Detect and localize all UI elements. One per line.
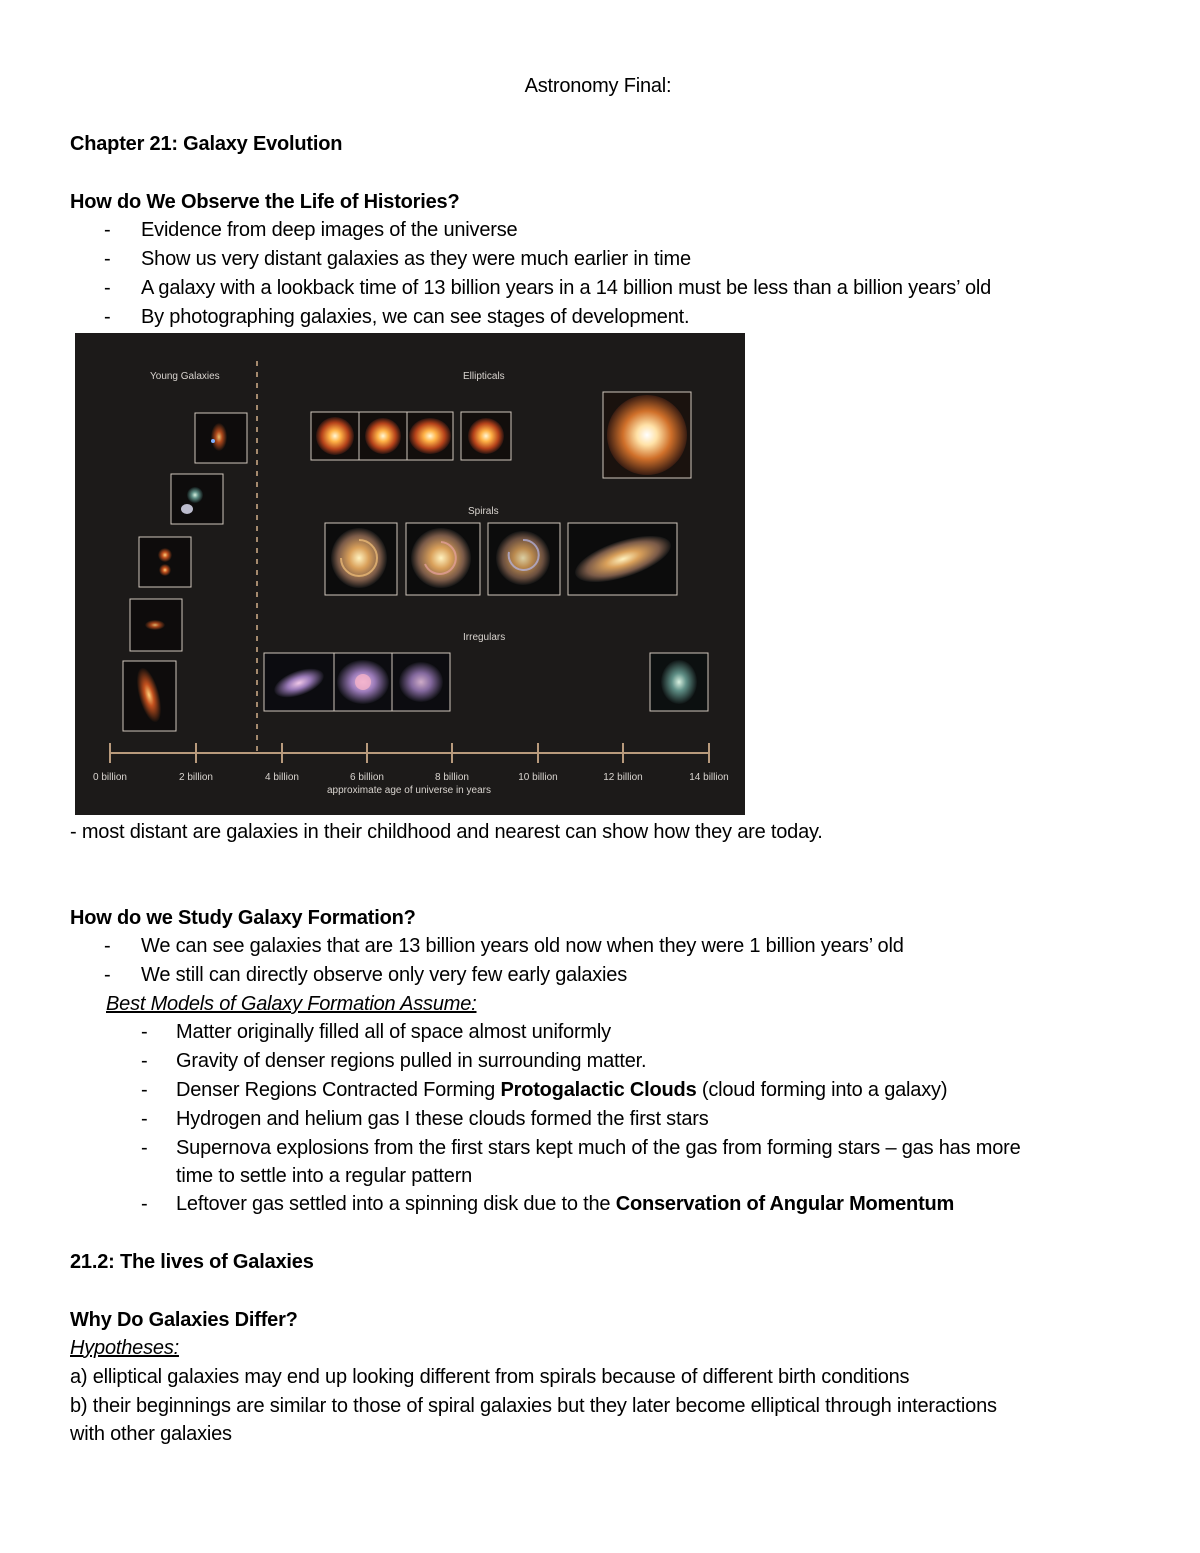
irregulars-group [264, 653, 708, 711]
tick-label: 2 billion [179, 772, 213, 783]
hypotheses-label: Hypotheses: [70, 1337, 179, 1359]
label-young-galaxies: Young Galaxies [150, 371, 220, 382]
model-item [176, 1078, 947, 1102]
spirals-group [325, 523, 677, 595]
bullet-item: We can see galaxies that are 13 billion years old now when they were 1 billion years’ old [141, 935, 904, 957]
model-item: Hydrogen and helium gas I these clouds formed the first stars [176, 1108, 709, 1130]
label-ellipticals: Ellipticals [463, 371, 505, 382]
model-text: Leftover gas settled into a spinning disk due to the [176, 1193, 616, 1215]
tick-label: 12 billion [603, 772, 643, 783]
galaxy-figure-graphic [75, 333, 745, 815]
tick-label: 0 billion [93, 772, 127, 783]
model-item [176, 1192, 954, 1216]
model-item-continued: time to settle into a regular pattern [176, 1165, 473, 1187]
bullet-dash: - [104, 964, 111, 986]
term-angular-momentum: Conservation of Angular Momentum [615, 1193, 955, 1215]
model-text: (cloud forming into a galaxy) [696, 1079, 948, 1101]
figure-caption-text: - most distant are galaxies in their childhood and nearest can show how they are today. [70, 821, 823, 843]
model-item: Matter originally filled all of space almost uniformly [176, 1021, 611, 1043]
model-text: Denser Regions Contracted Forming [176, 1079, 501, 1101]
bullet-item: We still can directly observe only very few early galaxies [141, 964, 628, 986]
bullet-dash: - [104, 935, 111, 957]
bullet-dash: - [141, 1050, 148, 1072]
bullet-dash: - [141, 1193, 148, 1215]
ellipticals-group [311, 392, 691, 478]
tick-label: 8 billion [435, 772, 469, 783]
label-spirals: Spirals [468, 506, 499, 517]
hypothesis-a: a) elliptical galaxies may end up looking different from spirals because of different birth conditions [70, 1366, 910, 1388]
tick-label: 14 billion [689, 772, 729, 783]
bullet-dash: - [104, 306, 111, 328]
bullet-item: Evidence from deep images of the universe [141, 219, 518, 241]
bullet-dash: - [141, 1108, 148, 1130]
section-heading-differ: Why Do Galaxies Differ? [70, 1309, 298, 1331]
chapter-heading: Chapter 21: Galaxy Evolution [70, 133, 343, 155]
bullet-item: Show us very distant galaxies as they were much earlier in time [141, 248, 691, 270]
bullet-dash: - [141, 1137, 148, 1159]
tick-label: 10 billion [518, 772, 558, 783]
hypothesis-b: b) their beginnings are similar to those of spiral galaxies but they later become elliptical through interactions [70, 1395, 997, 1417]
model-item: Supernova explosions from the first stars kept much of the gas from forming stars – gas has more [176, 1137, 1021, 1159]
document-title: Astronomy Final: [524, 75, 672, 97]
hypothesis-b-continued: with other galaxies [70, 1423, 232, 1445]
bullet-dash: - [141, 1079, 148, 1101]
section-heading-formation: How do we Study Galaxy Formation? [70, 907, 416, 929]
bullet-item: A galaxy with a lookback time of 13 billion years in a 14 billion must be less than a billion years’ old [141, 277, 992, 299]
young-galaxies-group [123, 413, 247, 731]
bullet-dash: - [104, 248, 111, 270]
bullet-dash: - [104, 219, 111, 241]
galaxy-evolution-figure [75, 333, 745, 815]
bullet-dash: - [104, 277, 111, 299]
model-item: Gravity of denser regions pulled in surrounding matter. [176, 1050, 647, 1072]
bullet-dash: - [141, 1021, 148, 1043]
tick-label: 4 billion [265, 772, 299, 783]
models-subheading: Best Models of Galaxy Formation Assume: [106, 993, 477, 1015]
tick-label: 6 billion [350, 772, 384, 783]
axis-caption: approximate age of universe in years [327, 785, 491, 796]
bullet-item: By photographing galaxies, we can see stages of development. [141, 306, 690, 328]
term-protogalactic-clouds: Protogalactic Clouds [500, 1079, 697, 1101]
section-heading-observe: How do We Observe the Life of Histories? [70, 191, 460, 213]
label-irregulars: Irregulars [463, 632, 506, 643]
section-heading-lives: 21.2: The lives of Galaxies [70, 1251, 314, 1273]
timeline-axis [93, 743, 729, 796]
